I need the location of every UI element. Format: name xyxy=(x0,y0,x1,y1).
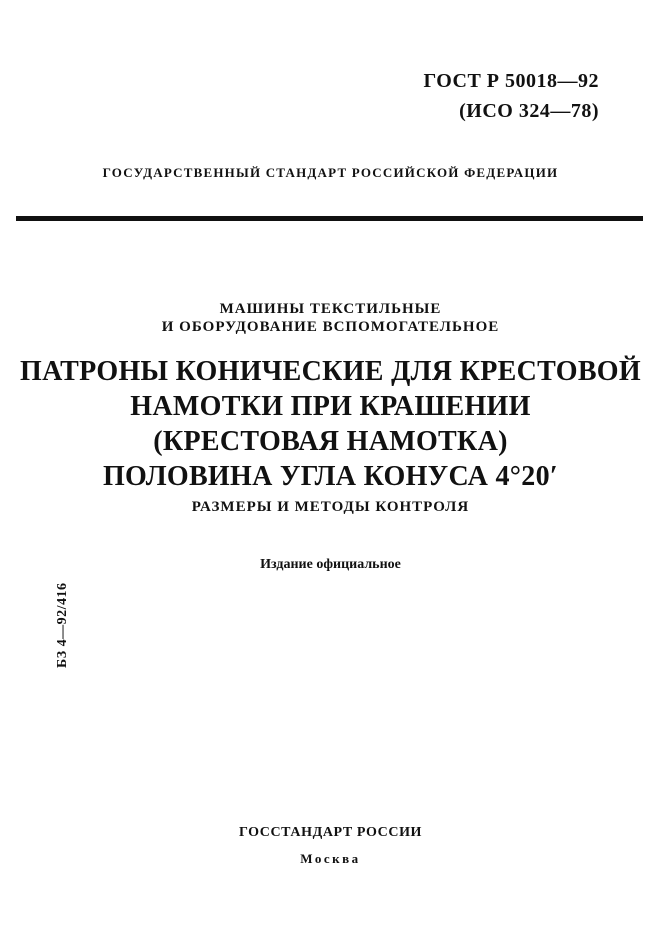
publisher: ГОССТАНДАРТ РОССИИ xyxy=(238,825,423,840)
title-line-3: (КРЕСТОВАЯ НАМОТКА) xyxy=(153,426,508,457)
standard-number: ГОСТ Р 50018—92 xyxy=(423,70,599,92)
state-standard-label: ГОСУДАРСТВЕННЫЙ СТАНДАРТ РОССИЙСКОЙ ФЕДЕРАЦИИ xyxy=(102,165,559,180)
document-title xyxy=(0,354,661,494)
title-line-2: НАМОТКИ ПРИ КРАШЕНИИ xyxy=(130,391,531,422)
horizontal-rule xyxy=(16,216,643,221)
side-print-code: БЗ 4—92/416 xyxy=(55,582,70,668)
category-block xyxy=(0,300,661,336)
publication-city: Москва xyxy=(300,851,361,866)
edition-label: Издание официальное xyxy=(260,557,401,572)
document-number-block xyxy=(423,66,599,126)
category-line-2: И ОБОРУДОВАНИЕ ВСПОМОГАТЕЛЬНОЕ xyxy=(161,319,500,335)
category-line-1: МАШИНЫ ТЕКСТИЛЬНЫЕ xyxy=(219,301,442,317)
title-line-4: ПОЛОВИНА УГЛА КОНУСА 4°20′ xyxy=(102,461,559,492)
iso-reference: (ИСО 324—78) xyxy=(459,100,599,122)
document-subtitle: РАЗМЕРЫ И МЕТОДЫ КОНТРОЛЯ xyxy=(191,499,470,515)
title-line-1: ПАТРОНЫ КОНИЧЕСКИЕ ДЛЯ КРЕСТОВОЙ xyxy=(20,356,641,387)
